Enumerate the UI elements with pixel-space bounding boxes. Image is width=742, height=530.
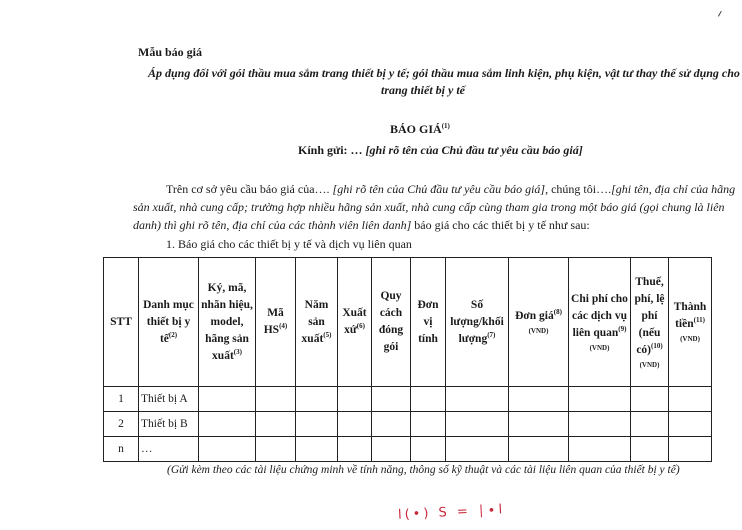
section-heading: 1. Báo giá cho các thiết bị y tế và dịch vụ liên quan	[166, 237, 412, 251]
addressee-line	[298, 143, 583, 157]
column-header-text: Số lượng/khối lượng	[450, 298, 504, 345]
table-cell	[296, 387, 338, 412]
table-row	[104, 412, 712, 437]
column-header-text: Danh mục thiết bị y tế	[143, 298, 194, 345]
table-cell	[509, 387, 569, 412]
doc-title-text: BÁO GIÁ	[390, 122, 442, 136]
table-cell	[256, 412, 296, 437]
table-cell	[631, 412, 669, 437]
table-cell	[446, 387, 509, 412]
column-header-note: (4)	[279, 322, 288, 331]
table-cell	[446, 437, 509, 462]
column-header	[199, 258, 256, 387]
addressee-prefix: Kính gửi: …	[298, 143, 363, 157]
table-cell	[669, 387, 712, 412]
doc-title-note: (1)	[441, 122, 450, 130]
table-cell	[199, 412, 256, 437]
table-cell	[256, 387, 296, 412]
p1-d: [ghi tên, địa chỉ của hãng	[611, 182, 736, 196]
table-cell	[256, 437, 296, 462]
column-header	[509, 258, 569, 387]
table-cell	[631, 437, 669, 462]
column-header-text: Đơn vị tính	[417, 298, 439, 345]
column-header-text: STT	[110, 315, 132, 328]
column-header	[669, 258, 712, 387]
column-header-note: (3)	[233, 347, 242, 356]
column-header	[104, 258, 139, 387]
table-cell	[631, 387, 669, 412]
table-cell	[411, 437, 446, 462]
row-device-name: Thiết bị B	[139, 412, 199, 437]
table-cell	[199, 437, 256, 462]
column-header-note: (5)	[323, 330, 332, 339]
column-header-text: Xuất xứ	[342, 307, 367, 336]
column-header	[256, 258, 296, 387]
table-row	[104, 387, 712, 412]
table-cell	[338, 412, 372, 437]
table-cell	[411, 387, 446, 412]
p1-b: [ghi rõ tên của Chủ đầu tư yêu cầu báo giá]	[332, 182, 546, 196]
table-cell	[509, 437, 569, 462]
table-cell	[199, 387, 256, 412]
column-header-text: Mã HS	[263, 307, 284, 336]
p3-a: danh) thì ghi rõ tên, địa chỉ của các thành viên liên danh]	[133, 218, 412, 232]
column-header	[372, 258, 411, 387]
row-stt: 2	[104, 412, 139, 437]
p3-b: báo giá cho các thiết bị y tế như sau:	[411, 218, 590, 232]
column-header-note: (11)	[693, 316, 705, 325]
corner-mark	[718, 11, 726, 19]
quotation-table	[103, 257, 712, 462]
row-device-name: Thiết bị A	[139, 387, 199, 412]
addressee-placeholder: [ghi rõ tên của Chủ đầu tư yêu cầu báo giá]	[365, 143, 583, 157]
row-stt: 1	[104, 387, 139, 412]
column-header-note: (6)	[356, 322, 365, 331]
column-header-note: (10)	[651, 341, 663, 350]
table-cell	[411, 412, 446, 437]
column-header-unit: (VND)	[589, 343, 610, 352]
column-header-unit: (VND)	[528, 326, 549, 335]
paragraph-line3	[133, 218, 590, 232]
column-header-note: (9)	[618, 324, 627, 333]
column-header-text: Thuế, phí, lệ phí (nếu có)	[634, 275, 665, 356]
table-cell	[296, 412, 338, 437]
column-header	[446, 258, 509, 387]
column-header-unit: (VND)	[680, 335, 700, 343]
column-header-text: Ký, mã, nhãn hiệu, model, hãng sản xuất	[201, 281, 253, 362]
doc-title	[390, 122, 450, 136]
column-header-note: (8)	[553, 307, 562, 316]
column-header	[631, 258, 669, 387]
table-cell	[669, 437, 712, 462]
table-cell	[296, 437, 338, 462]
column-header-note: (7)	[487, 330, 496, 339]
column-header-text: Đơn giá	[515, 309, 554, 322]
table-cell	[338, 437, 372, 462]
column-header-unit: (VND)	[639, 360, 660, 369]
paragraph-line1	[166, 182, 735, 196]
table-cell	[372, 387, 411, 412]
row-device-name: …	[139, 437, 199, 462]
table-header-row	[104, 258, 712, 387]
table-cell	[569, 437, 631, 462]
red-stamp-mark: l(•) S = ∣∙l	[397, 502, 506, 523]
table-row	[104, 437, 712, 462]
p1-c: , chúng tôi….	[545, 182, 612, 196]
column-header-note: (2)	[168, 330, 178, 339]
column-header	[411, 258, 446, 387]
table-cell	[509, 412, 569, 437]
subtitle-line1: Áp dụng đối với gói thầu mua sắm trang thiết bị y tế; gói thầu mua sắm linh kiện, phụ kiện, vật tư thay thế sử dụng cho	[148, 66, 740, 80]
form-label: Mẫu báo giá	[138, 45, 203, 59]
table-cell	[569, 412, 631, 437]
table-cell	[338, 387, 372, 412]
column-header	[338, 258, 372, 387]
paragraph-line2: sản xuất, nhà cung cấp; trường hợp nhiều hãng sản xuất, nhà cung cấp cùng tham gia trong một báo giá (gọi chung là liên	[133, 200, 725, 214]
table-cell	[669, 412, 712, 437]
p1-a: Trên cơ sở yêu cầu báo giá của….	[166, 182, 333, 196]
table-cell	[569, 387, 631, 412]
column-header-text: Thành tiền	[673, 301, 707, 330]
table-cell	[372, 437, 411, 462]
footer-note: (Gửi kèm theo các tài liệu chứng minh về tính năng, thông số kỹ thuật và các tài liệu liên quan của thiết bị y tế)	[167, 464, 680, 476]
column-header	[296, 258, 338, 387]
column-header	[139, 258, 199, 387]
column-header-text: Quy cách đóng gói	[378, 290, 404, 353]
column-header	[569, 258, 631, 387]
column-header-text: Năm sản xuất	[301, 298, 329, 345]
table-cell	[446, 412, 509, 437]
row-stt: n	[104, 437, 139, 462]
table-cell	[372, 412, 411, 437]
subtitle-line2: trang thiết bị y tế	[381, 83, 465, 97]
column-header-text: Chi phí cho các dịch vụ liên quan	[571, 292, 628, 339]
